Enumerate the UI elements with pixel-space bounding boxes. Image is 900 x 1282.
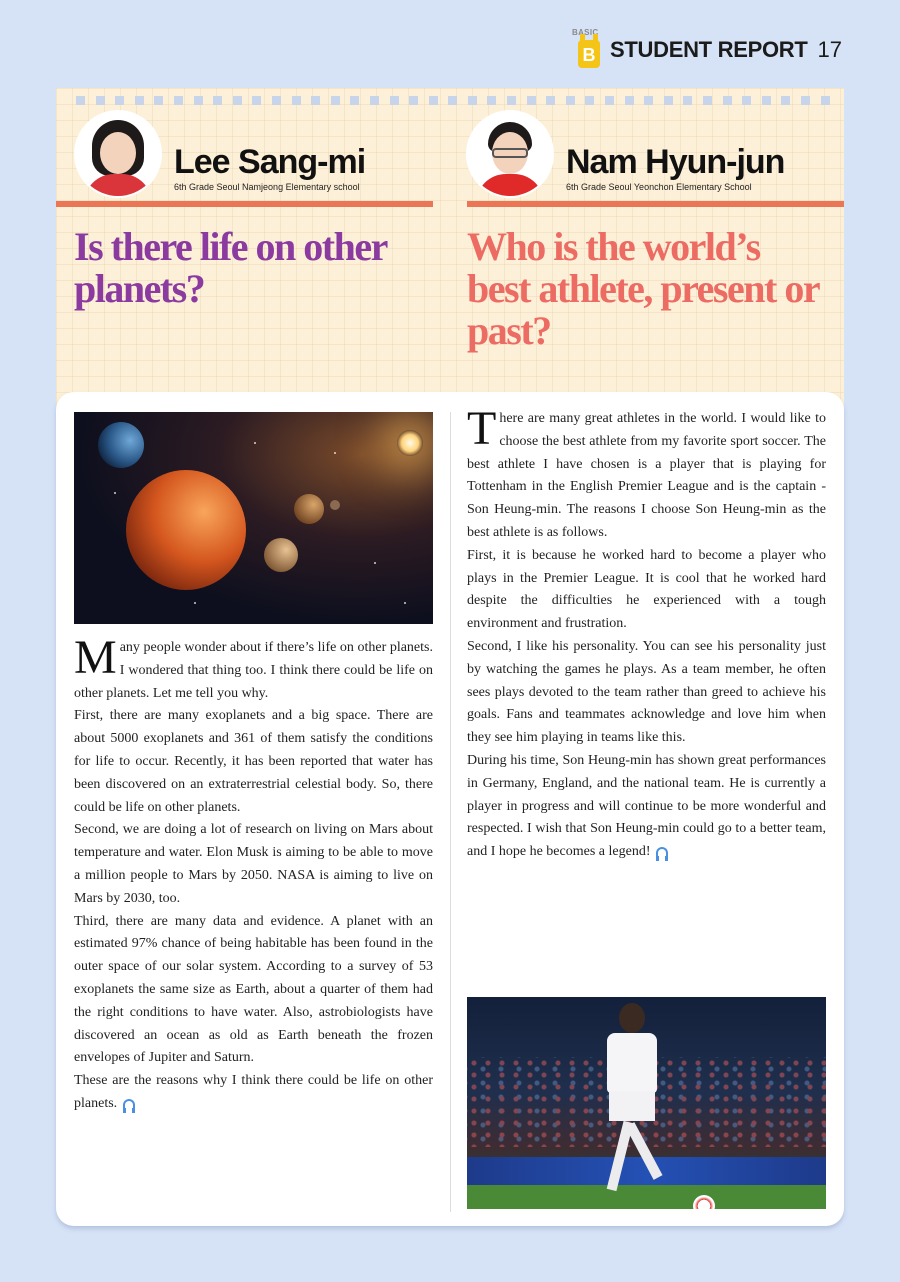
author-name: Lee Sang-mi xyxy=(174,143,366,181)
decorative-dots xyxy=(76,96,830,106)
header-rule-left xyxy=(56,201,433,207)
page-header xyxy=(572,28,842,70)
logo-letter: B xyxy=(578,40,600,68)
article-body-right xyxy=(467,402,826,864)
author-school: 6th Grade Seoul Yeonchon Elementary School xyxy=(566,182,752,192)
paragraph: here are many great athletes in the world. I would like to choose the best athlete from my favorite sport soccer. The best athlete I have chosen is a player that is playing for Tottenham in the English Premier League and is the captain - Son Heung-min. The reasons I choose Son Heung-min as the best athlete is as follows. xyxy=(467,411,826,540)
paragraph: Second, I like his personality. You can see his personality just by watching the games he plays. As a team member, he often sees plays devoted to the team rather than greed to achieve his goals. Fans and teammates acknowledge and love him when they see him playing in teams like this. xyxy=(467,638,826,746)
paragraph: First, it is because he worked hard to become a player who plays in the Premier League. It is cool that he worked hard despite the difficulties he experienced with a tough environment and frustration. xyxy=(467,547,826,632)
paragraph: First, there are many exoplanets and a big space. There are about 5000 exoplanets and 361 of them satisfy the conditions for life to occur. Recently, it has been reported that water has been discovered on an extraterrestrial celestial body. So, there could be life on other planets. xyxy=(74,708,433,815)
article-headline-left: Is there life on other planets? xyxy=(74,224,387,311)
paragraph: Third, there are many data and evidence. A planet with an estimated 97% chance of being habitable has been found in the outer space of our solar system. According to a survey of 53 exoplanets the same size as Earth, about a quarter of them had the right conditions to have water. Also, astrobiologists have discovered an ocean as old as Earth beneath the frozen envelopes of Jupiter and Saturn. xyxy=(74,913,433,1066)
drop-cap: T xyxy=(467,402,497,455)
headphones-icon xyxy=(656,847,668,857)
avatar xyxy=(76,112,160,196)
avatar xyxy=(468,112,552,196)
author-school: 6th Grade Seoul Namjeong Elementary school xyxy=(174,182,360,192)
logo-basic-text: BASIC xyxy=(572,28,599,37)
paragraph: These are the reasons why I think there could be life on other planets. xyxy=(74,1073,433,1111)
section-title: STUDENT REPORT xyxy=(610,37,808,62)
paragraph: During his time, Son Heung-min has shown great performances in Germany, England, and the national team. He is currently a player in progress and will continue to be more wonderful and respected. I wish that Son Heung-min could go to a better team, and I hope he becomes a legend! xyxy=(467,752,826,860)
header-rule-right xyxy=(467,201,844,207)
paragraph: Second, we are doing a lot of research on living on Mars about temperature and water. Elon Musk is aiming to be able to move a million people to Mars by 2050. NASA is aiming to live on Mars by 2030, too. xyxy=(74,822,433,906)
soccer-player-image xyxy=(467,997,826,1209)
basic-logo-icon xyxy=(572,28,602,70)
article-body-left xyxy=(74,631,433,1116)
page-number: 17 xyxy=(817,37,842,62)
author-right xyxy=(468,112,784,196)
paragraph: any people wonder about if there’s life on other planets. I wondered that thing too. I think there could be life on other planets. Let me tell you why. xyxy=(74,640,433,701)
planets-image xyxy=(74,412,433,624)
column-divider xyxy=(450,412,451,1212)
drop-cap: M xyxy=(74,631,117,684)
author-name: Nam Hyun-jun xyxy=(566,143,785,181)
article-headline-right: Who is the world’s best athlete, present or past? xyxy=(467,224,819,353)
headphones-icon xyxy=(123,1099,135,1109)
author-left xyxy=(76,112,365,196)
